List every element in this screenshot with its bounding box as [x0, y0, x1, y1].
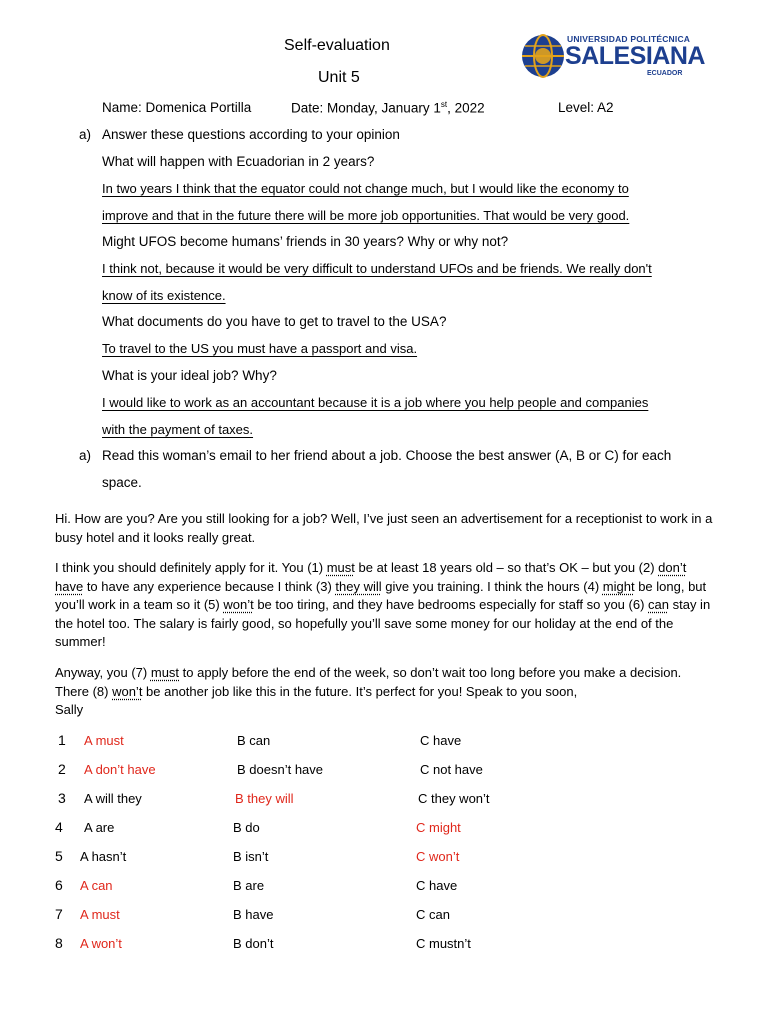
question-4: What is your ideal job? Why?	[102, 368, 277, 383]
option-a: A won’t	[80, 936, 122, 951]
answer-2-line-2: know of its existence.	[102, 288, 226, 303]
document-title: Self-evaluation	[284, 37, 390, 54]
logo-main-text: SALESIANA	[565, 42, 705, 70]
blank-4: might	[602, 578, 635, 594]
option-c: C they won’t	[418, 791, 490, 806]
answer-3-line-1: To travel to the US you must have a passport and visa.	[102, 341, 418, 356]
option-c: C can	[416, 907, 450, 922]
answer-number: 4	[55, 819, 63, 835]
section-b-marker: a)	[79, 448, 92, 463]
email-paragraph-2: I think you should definitely apply for it. You (1) must be at least 18 years old – so that’s OK – but you (2) don’t have to have any experience because I think (3) they will give you training. I think the hours (4) might be long, but you’ll work in a team so it (5) won’t be too tiring, and they have bedrooms especially for staff so you (6) can stay in the hotel too. The salary is fairly good, so hopefully you’ll save some money for our holiday at the end of the summer!	[55, 560, 711, 649]
option-c: C have	[420, 733, 462, 748]
email-signature: Sally	[55, 702, 84, 717]
student-name: Name: Domenica Portilla	[102, 100, 252, 115]
question-2: Might UFOS become humans’ friends in 30 years? Why or why not?	[102, 234, 509, 249]
question-1: What will happen with Ecuadorian in 2 years?	[102, 154, 375, 169]
section-b-heading-line-1: Read this woman’s email to her friend about a job. Choose the best answer (A, B or C) for each	[102, 448, 672, 463]
blank-2: don’t have	[55, 560, 687, 594]
student-level: Level: A2	[558, 100, 614, 115]
option-a: A can	[80, 878, 113, 893]
option-c: C might	[416, 820, 461, 835]
option-a: A are	[84, 820, 115, 835]
option-c: C have	[416, 878, 458, 893]
section-a-heading: Answer these questions according to your opinion	[102, 127, 400, 142]
option-b: B have	[233, 907, 274, 922]
option-b: B do	[233, 820, 260, 835]
answer-1-line-2: improve and that in the future there will be more job opportunities. That would be very good.	[102, 208, 630, 223]
option-b: B they will	[235, 791, 294, 806]
option-b: B don’t	[233, 936, 274, 951]
option-b: B isn’t	[233, 849, 269, 864]
blank-3: they will	[335, 578, 382, 594]
answer-2-line-1: I think not, because it would be very difficult to understand UFOs and be friends. We really don't	[102, 261, 652, 276]
unit-label: Unit 5	[318, 69, 360, 86]
option-a: A must	[80, 907, 120, 922]
option-a: A hasn’t	[80, 849, 127, 864]
logo-top-text: UNIVERSIDAD POLITÉCNICA	[567, 34, 691, 44]
document-date: Date: Monday, January 1st, 2022	[291, 100, 485, 116]
option-b: B doesn’t have	[237, 762, 324, 777]
section-a-marker: a)	[79, 127, 92, 142]
option-c: C won’t	[416, 849, 460, 864]
option-a: A will they	[84, 791, 142, 806]
blank-8: won’t	[112, 683, 143, 699]
blank-6: can	[648, 597, 669, 612]
answer-number: 6	[55, 877, 63, 893]
option-a: A must	[84, 733, 124, 748]
logo-sub-text: ECUADOR	[647, 70, 683, 77]
email-paragraph-3: Anyway, you (7) must to apply before the end of the week, so don’t wait too long before you make a decision. There (8) won’t be another job like this in the future. It’s perfect for you! Speak to you soon, Sally	[55, 665, 682, 717]
email-paragraph-1: Hi. How are you? Are you still looking for a job? Well, I’ve just seen an advertisement for a receptionist to work in a busy hotel and it looks really great.	[55, 511, 713, 545]
section-b-heading-line-2: space.	[102, 475, 142, 490]
university-logo	[521, 32, 705, 80]
answer-number: 7	[55, 906, 63, 922]
answer-1-line-1: In two years I think that the equator could not change much, but I would like the economy to	[102, 181, 629, 196]
answer-number: 3	[58, 790, 66, 806]
option-b: B can	[237, 733, 271, 748]
option-a: A don’t have	[84, 762, 156, 777]
option-c: C not have	[420, 762, 483, 777]
answer-number: 5	[55, 848, 63, 864]
option-c: C mustn’t	[416, 936, 471, 951]
answer-number: 2	[58, 761, 66, 777]
question-3: What documents do you have to get to travel to the USA?	[102, 314, 447, 329]
answer-4-line-1: I would like to work as an accountant because it is a job where you help people and companies	[102, 395, 649, 410]
blank-7: must	[150, 665, 180, 680]
blank-5: won’t	[223, 597, 254, 612]
option-b: B are	[233, 878, 265, 893]
answer-number: 8	[55, 935, 63, 951]
blank-1: must	[326, 560, 355, 575]
answer-4-line-2: with the payment of taxes.	[102, 422, 254, 437]
answer-number: 1	[58, 732, 66, 748]
